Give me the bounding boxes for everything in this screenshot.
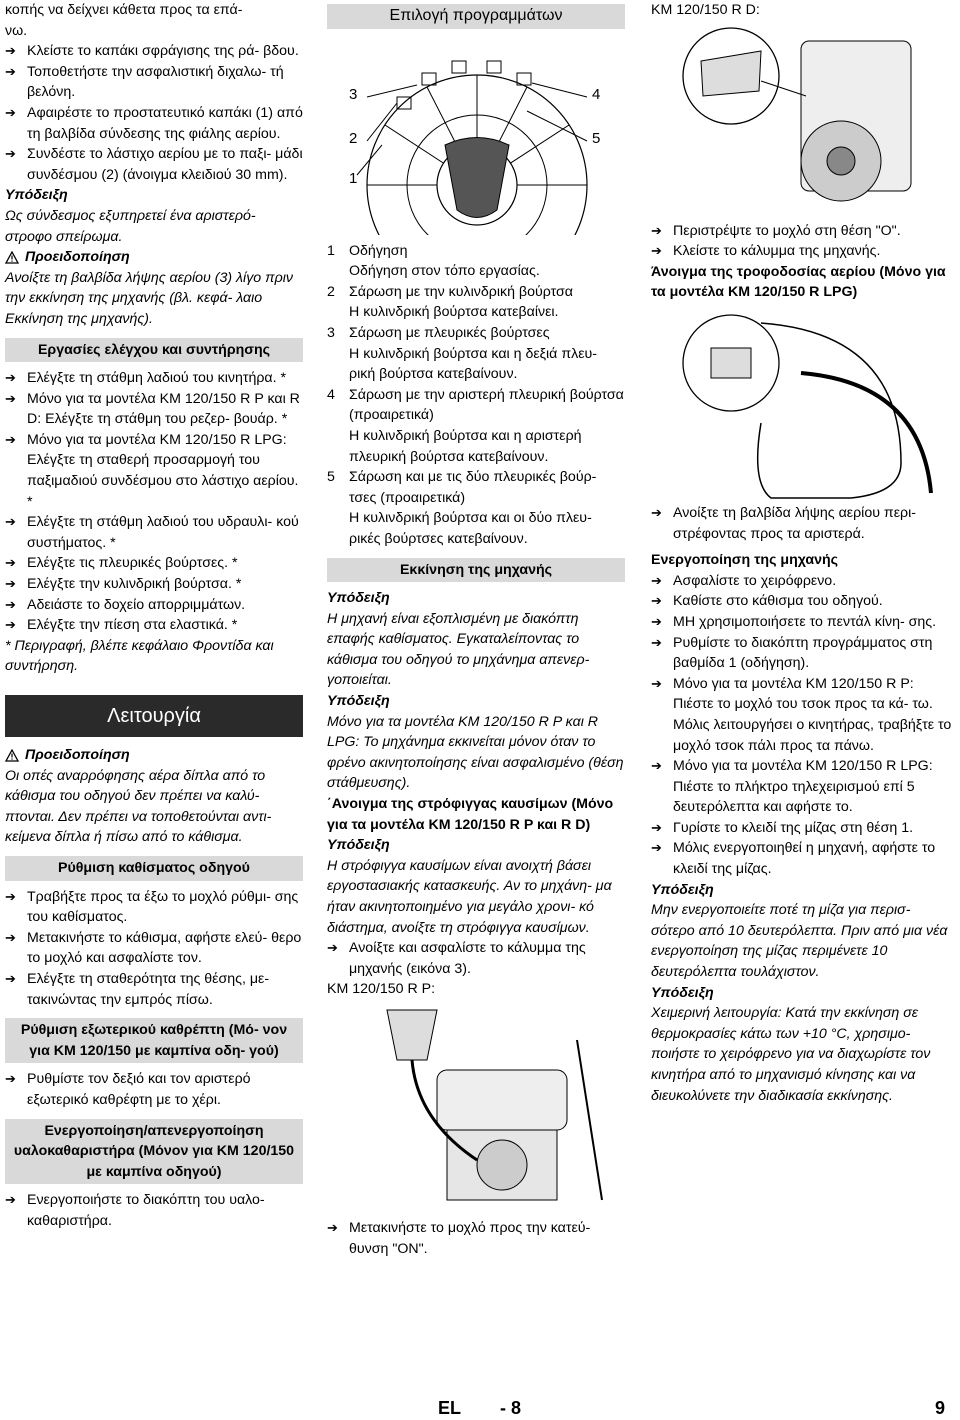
subheading: Ενεργοποίηση της μηχανής xyxy=(651,552,839,569)
bullet-item xyxy=(651,571,954,592)
engine-d-illustration xyxy=(651,21,954,221)
program-title: Σάρωση με πλευρικές βούρτσες xyxy=(349,324,550,341)
bullet-text: Συνδέστε το λάστιχο αερίου με το παξι- μάδι συνδέσμου (2) (άνοιγμα κλειδιού 30 mm). xyxy=(27,146,303,183)
section-heading: Ρύθμιση εξωτερικού καθρέπτη (Μό- νον για KM 120/150 με καμπίνα οδη- γού) xyxy=(5,1018,303,1063)
note-text: Ως σύνδεσμος εξυπηρετεί ένα αριστερό- στροφο σπείρωμα. xyxy=(5,207,256,245)
arrow-icon: ➔ xyxy=(5,43,16,59)
section-heading: Ρύθμιση καθίσματος οδηγού xyxy=(5,856,303,881)
program-number: 1 xyxy=(327,242,335,259)
bullet-item xyxy=(651,838,954,879)
arrow-icon: ➔ xyxy=(651,840,662,856)
bullet-item xyxy=(327,1218,625,1259)
program-number: 2 xyxy=(327,283,335,300)
bullet-item xyxy=(5,928,303,969)
bullet-item xyxy=(651,633,954,674)
text-line: κοπής να δείχνει κάθετα προς τα επά- xyxy=(5,2,243,18)
arrow-icon: ➔ xyxy=(5,104,16,120)
program-description: Η κυλινδρική βούρτσα κατεβαίνει. xyxy=(349,304,559,321)
footnote: * Περιγραφή, βλέπε κεφάλαιο Φροντίδα και συντήρηση. xyxy=(5,637,274,675)
arrow-icon: ➔ xyxy=(651,572,662,588)
warning-text: Οι οπές αναρρόφησης αέρα δίπλα από το κάθισμα του οδηγού δεν πρέπει να καλύ- πτονται. Δεν πρέπει να τοποθετούνται αντι- κείμενα δίπλα ή πίσω από το κάθισμα. xyxy=(5,767,272,846)
bullet-item xyxy=(651,818,954,839)
column-left xyxy=(5,0,303,1231)
arrow-icon: ➔ xyxy=(5,929,16,945)
bullet-item xyxy=(5,574,303,595)
footer-page-number: 9 xyxy=(935,1398,946,1418)
bullet-text: Μόνο για τα μοντέλα KM 120/150 R P: Πιέστε το μοχλό του τσοκ προς τα κά- τω. Μόλις λειτουργήσει ο κινητήρας, τραβήξτε το μοχλό τσοκ πάλι προς τα πάνω. xyxy=(673,675,952,754)
bullet-text: Περιστρέψτε το μοχλό στη θέση "O". xyxy=(673,222,901,239)
bullet-item xyxy=(651,612,954,633)
arrow-icon: ➔ xyxy=(5,63,16,79)
program-number: 3 xyxy=(327,324,335,341)
arrow-icon: ➔ xyxy=(5,370,16,386)
warning-icon xyxy=(5,749,19,762)
bullet-text: ΜΗ χρησιμοποιήσετε το πεντάλ κίνη- σης. xyxy=(673,613,937,630)
program-list-item xyxy=(327,467,625,549)
bullet-text: Μετακινήστε το κάθισμα, αφήστε ελεύ- θερο το μοχλό και ασφαλίστε τον. xyxy=(27,929,302,967)
arrow-icon: ➔ xyxy=(651,222,662,238)
model-label: KM 120/150 R P: xyxy=(327,981,436,998)
bullet-item xyxy=(5,389,303,430)
arrow-icon: ➔ xyxy=(327,1219,338,1235)
program-description: Οδήγηση στον τόπο εργασίας. xyxy=(349,263,540,280)
bullet-item xyxy=(5,553,303,574)
arrow-icon: ➔ xyxy=(5,555,16,571)
text-line: νω. xyxy=(5,22,28,39)
arrow-icon: ➔ xyxy=(651,675,662,691)
bullet-item xyxy=(5,887,303,928)
note-title: Υπόδειξη xyxy=(5,187,68,204)
arrow-icon: ➔ xyxy=(5,576,16,592)
bullet-item xyxy=(5,62,303,103)
dial-label: 2 xyxy=(349,129,358,147)
section-heading: Επιλογή προγραμμάτων xyxy=(327,4,625,29)
arrow-icon: ➔ xyxy=(5,514,16,530)
gas-valve-figure xyxy=(651,303,954,503)
arrow-icon: ➔ xyxy=(5,146,16,162)
bullet-text: Μόλις ενεργοποιηθεί η μηχανή, αφήστε το κλειδί της μίζας. xyxy=(673,840,936,878)
footer-page-label: - 8 xyxy=(500,1398,522,1418)
arrow-icon: ➔ xyxy=(5,888,16,904)
subheading: Άνοιγμα της τροφοδοσίας αερίου (Μόνο για τα μοντέλα KM 120/150 R LPG) xyxy=(651,263,946,301)
arrow-icon: ➔ xyxy=(651,819,662,835)
bullet-text: Ελέγξτε τη στάθμη λαδιού του υδραυλι- κού συστήματος. * xyxy=(27,514,299,551)
bullet-item xyxy=(5,1069,303,1110)
section-heading: Εκκίνηση της μηχανής xyxy=(327,558,625,583)
note-title: Υπόδειξη xyxy=(327,590,390,607)
dial-label: 4 xyxy=(592,85,601,103)
bullet-text: Γυρίστε το κλειδί της μίζας στη θέση 1. xyxy=(673,819,914,836)
bullet-text: Ανοίξτε τη βαλβίδα λήψης αερίου περι- στρέφοντας προς τα αριστερά. xyxy=(673,504,916,542)
arrow-icon: ➔ xyxy=(5,617,16,633)
bullet-item xyxy=(5,512,303,553)
program-description: Η κυλινδρική βούρτσα και η αριστερή πλευρική βούρτσα κατεβαίνουν. xyxy=(349,427,582,465)
section-heading: Ενεργοποίηση/απενεργοποίηση υαλοκαθαριστήρα (Μόνον για KM 120/150 με καμπίνα οδηγού) xyxy=(5,1119,303,1185)
bullet-item xyxy=(5,144,303,185)
engine-d-figure xyxy=(651,21,954,221)
note-text: Η στρόφιγγα καυσίμων είναι ανοιχτή βάσει εργοστασιακής κατασκευής. Αν το μηχάνη- μα ήταν ακινητοποιημένο για μεγάλο χρονι- κό διάστημα, ανοίξτε τη στρόφιγγα καυσίμων. xyxy=(327,857,612,936)
program-list-item xyxy=(327,323,625,385)
arrow-icon: ➔ xyxy=(651,243,662,259)
gas-valve-illustration xyxy=(651,303,954,503)
warning-header xyxy=(5,745,303,766)
arrow-icon: ➔ xyxy=(651,504,662,520)
arrow-icon: ➔ xyxy=(5,431,16,447)
bullet-text: Ρυθμίστε τον δεξιό και τον αριστερό εξωτερικό καθρέφτη με το χέρι. xyxy=(27,1071,251,1108)
warning-icon xyxy=(5,251,19,264)
note-title: Υπόδειξη xyxy=(651,984,714,1001)
warning-text: Ανοίξτε τη βαλβίδα λήψης αερίου (3) λίγο πριν την εκκίνηση της μηχανής (βλ. κεφά- λαιο Εκκίνηση της μηχανής). xyxy=(5,269,293,327)
subheading: ΄Ανοιγμα της στρόφιγγας καυσίμων (Μόνο για τα μοντέλα KM 120/150 R P και R D) xyxy=(327,796,614,833)
bullet-item xyxy=(5,1190,303,1231)
program-title: Σάρωση με την κυλινδρική βούρτσα xyxy=(349,283,573,300)
note-text: Η μηχανή είναι εξοπλισμένη με διακόπτη επαφής καθίσματος. Εγκαταλείποντας το κάθισμα του οδηγού το μηχάνημα απενερ- γοποιείται. xyxy=(327,610,590,689)
arrow-icon: ➔ xyxy=(327,940,338,956)
arrow-icon: ➔ xyxy=(651,634,662,650)
bullet-text: Ελέγξτε τις πλευρικές βούρτσες. * xyxy=(27,555,238,572)
bullet-text: Κλείστε το καπάκι σφράγισης της ρά- βδου. xyxy=(27,43,299,60)
program-description: Η κυλινδρική βούρτσα και οι δύο πλευ- ρικές βούρτσες κατεβαίνουν. xyxy=(349,510,592,547)
bullet-text: Ανοίξτε και ασφαλίστε το κάλυμμα της μηχανής (εικόνα 3). xyxy=(349,940,586,977)
program-number: 4 xyxy=(327,386,335,403)
bullet-item xyxy=(5,103,303,144)
bullet-text: Ελέγξτε τη σταθερότητα της θέσης, με- τακινώντας την εμπρός πίσω. xyxy=(27,970,270,1008)
arrow-icon: ➔ xyxy=(5,390,16,406)
program-list-item xyxy=(327,282,625,323)
program-dial-figure xyxy=(327,35,625,235)
bullet-item xyxy=(651,756,954,818)
bullet-item xyxy=(327,938,625,979)
note-title: Υπόδειξη xyxy=(651,881,714,898)
bullet-item xyxy=(5,615,303,636)
bullet-item xyxy=(5,969,303,1010)
bullet-item xyxy=(651,241,954,262)
chapter-heading: Λειτουργία xyxy=(5,695,303,737)
bullet-item xyxy=(5,430,303,512)
bullet-text: Ασφαλίστε το χειρόφρενο. xyxy=(673,572,837,589)
arrow-icon: ➔ xyxy=(5,970,16,986)
program-list-item xyxy=(327,241,625,282)
bullet-text: Ελέγξτε την πίεση στα ελαστικά. * xyxy=(27,617,238,634)
arrow-icon: ➔ xyxy=(5,596,16,612)
program-title: Σάρωση και με τις δύο πλευρικές βούρ- τσες (προαιρετικά) xyxy=(349,469,597,506)
bullet-text: Μόνο για τα μοντέλα KM 120/150 R P και R D: Ελέγξτε τη στάθμη του ρεζερ- βουάρ. * xyxy=(27,390,300,428)
arrow-icon: ➔ xyxy=(5,1192,16,1208)
dial-label: 3 xyxy=(349,85,358,103)
bullet-item xyxy=(651,221,954,242)
bullet-text: Μόνο για τα μοντέλα KM 120/150 R LPG: Πιέστε το πλήκτρο τηλεχειρισμού επί 5 δευτερόλεπτα και αφήστε το. xyxy=(673,758,933,816)
program-title: Σάρωση με την αριστερή πλευρική βούρτσα (προαιρετικά) xyxy=(349,386,624,424)
warning-title: Προειδοποίηση xyxy=(25,747,130,763)
program-description: Η κυλινδρική βούρτσα και η δεξιά πλευ- ρική βούρτσα κατεβαίνουν. xyxy=(349,345,598,383)
footer-lang: EL xyxy=(438,1398,462,1418)
model-label: KM 120/150 R D: xyxy=(651,2,760,18)
note-title: Υπόδειξη xyxy=(327,837,390,854)
program-number: 5 xyxy=(327,469,335,486)
bullet-item xyxy=(5,595,303,616)
arrow-icon: ➔ xyxy=(5,1071,16,1087)
warning-title: Προειδοποίηση xyxy=(25,249,130,266)
arrow-icon: ➔ xyxy=(651,613,662,629)
bullet-item xyxy=(5,368,303,389)
note-title: Υπόδειξη xyxy=(327,693,390,710)
note-text: Μην ενεργοποιείτε ποτέ τη μίζα για περισ- σότερο από 10 δευτερόλεπτα. Πριν από μια νέα ενεργοποίηση της μίζας περιμένετε 10 δευτερόλεπτα τουλάχιστον. xyxy=(651,902,948,981)
engine-p-illustration xyxy=(327,1000,625,1218)
warning-header xyxy=(5,247,303,268)
program-title: Οδήγηση xyxy=(349,242,408,259)
dial-label: 1 xyxy=(349,169,358,187)
arrow-icon: ➔ xyxy=(651,593,662,609)
bullet-text: Μετακινήστε το μοχλό προς την κατεύ- θυνση "ON". xyxy=(349,1219,591,1257)
bullet-text: Αφαιρέστε το προστατευτικό καπάκι (1) από τη βαλβίδα σύνδεσης της φιάλης αερίου. xyxy=(27,104,303,142)
column-middle xyxy=(327,0,625,1259)
bullet-text: Ελέγξτε τη στάθμη λαδιού του κινητήρα. * xyxy=(27,370,287,387)
bullet-text: Μόνο για τα μοντέλα KM 120/150 R LPG: Ελέγξτε τη σταθερή προσαρμογή του παξιμαδιού συνδέσμου στο λάστιχο αερίου. * xyxy=(27,431,299,510)
column-right xyxy=(651,0,954,1106)
bullet-item xyxy=(651,591,954,612)
bullet-item xyxy=(651,503,954,544)
bullet-item xyxy=(651,674,954,756)
dial-label: 5 xyxy=(592,129,601,147)
program-list-item xyxy=(327,385,625,467)
bullet-text: Αδειάστε το δοχείο απορριμμάτων. xyxy=(27,596,246,613)
program-dial-illustration xyxy=(327,35,625,235)
bullet-text: Κλείστε το κάλυμμα της μηχανής. xyxy=(673,243,881,260)
arrow-icon: ➔ xyxy=(651,758,662,774)
bullet-text: Ρυθμίστε το διακόπτη προγράμματος στη βαθμίδα 1 (οδήγηση). xyxy=(673,634,933,672)
engine-p-figure xyxy=(327,1000,625,1218)
note-text: Μόνο για τα μοντέλα KM 120/150 R P και R LPG: Το μηχάνημα εκκινείται μόνον όταν το φρένο ακινητοποίησης είναι ασφαλισμένο (θέση στάθμευσης). xyxy=(327,713,624,792)
bullet-item xyxy=(5,41,303,62)
section-heading: Εργασίες ελέγχου και συντήρησης xyxy=(5,338,303,363)
bullet-text: Καθίστε στο κάθισμα του οδηγού. xyxy=(673,593,883,610)
note-text: Χειμερινή λειτουργία: Κατά την εκκίνηση σε θερμοκρασίες κάτω των +10 °C, χρησιμο- ποιήστε το χειρόφρενο για να διαχωρίστε τον κινητήρα από το μηχανισμό κίνησης και να διευκολύνετε την διαδικασία εκκίνησης. xyxy=(651,1005,931,1104)
bullet-text: Τραβήξτε προς τα έξω το μοχλό ρύθμι- σης του καθίσματος. xyxy=(27,888,299,926)
bullet-text: Ενεργοποιήστε το διακόπτη του υαλο- καθαριστήρα. xyxy=(27,1192,265,1229)
bullet-text: Τοποθετήστε την ασφαλιστική διχαλω- τή βελόνη. xyxy=(27,63,284,101)
bullet-text: Ελέγξτε την κυλινδρική βούρτσα. * xyxy=(27,576,242,593)
